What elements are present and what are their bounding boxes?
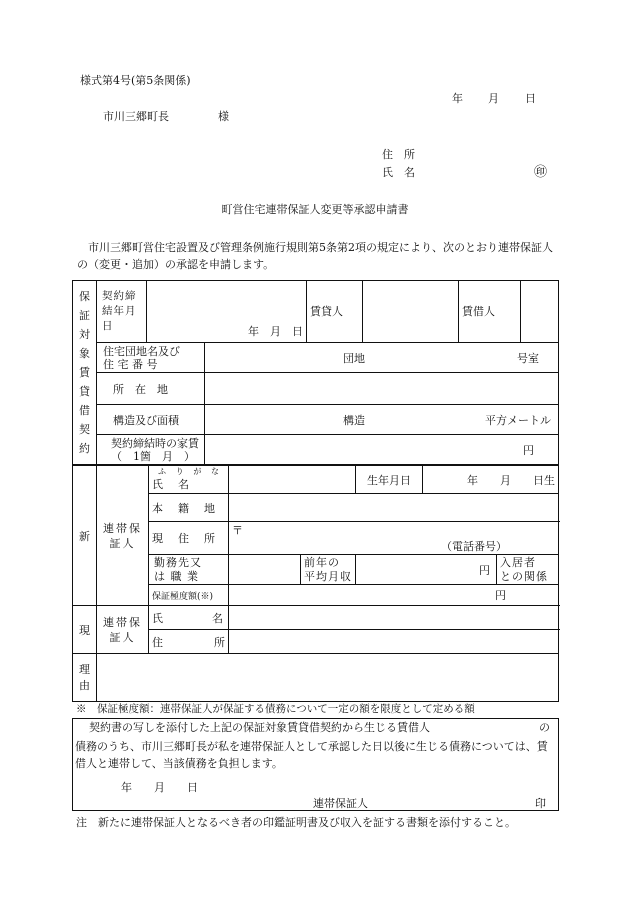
current-name-label [149,606,229,630]
rent-label-line1: 契約締結時の家賃 [111,436,199,450]
intro-paragraph [77,239,555,273]
form-number: 様式第4号(第5条関係) [80,74,191,87]
intro-text: 市川三郷町営住宅設置及び管理条例施行規則第5条第2項の規定により、次のとおり連帯保証人の（変更・追加）の承認を申請します。 [77,241,553,271]
contract-date-label: 契約締結年月日 [97,281,147,343]
lessor-value[interactable] [363,281,459,343]
reason-value[interactable] [97,654,559,702]
addressee: 市川三郷町長 [103,110,169,123]
work-label-line1: 勤務先又 [154,555,202,569]
danchi-label: 団地 [343,351,365,365]
rent-label [97,435,205,465]
pledge-line1-b: の [539,721,550,734]
pledge-line2: 債務のうち、市川三郷町長が私を連帯保証人として承認した日以後に生じる債務については、賃借人と連帯して、当該債務を負担します。 [75,740,548,770]
contract-section-label: 保証対象賃貸借契約 [73,281,97,465]
birth-value[interactable]: 年 月 日生 [423,466,559,494]
work-label-line2: は 職 業 [154,569,199,583]
structure-label: 構造及び面積 [97,405,205,435]
goshitsu-label: 号室 [517,351,539,365]
applicant-name-label: 氏 名 [382,166,415,179]
current-label: 現 [73,606,97,654]
rent-value[interactable] [205,435,559,465]
rent-label-line2: （ 1箇 月 ） [111,449,195,463]
page-title: 町営住宅連帯保証人変更等承認申請書 [221,203,409,216]
housing-label [97,343,205,373]
date-day: 日 [525,92,536,105]
pledge-box [72,718,559,811]
contract-date-value[interactable]: 年 月 日 [147,281,307,343]
current-address-value[interactable] [229,630,559,654]
current-address-text: 住 所 [152,635,225,649]
housing-label-line1: 住宅団地名及び [103,344,180,358]
date-year: 年 [452,92,463,105]
income-label [301,555,356,585]
new-guarantor-label: 連帯保証人 [97,466,149,606]
footer-note: 注 新たに連帯保証人となるべき者の印鑑証明書及び収入を証する書類を添付すること。 [76,816,516,829]
kozo-label: 構造 [343,413,365,427]
new-name-label [149,466,229,494]
pledge-line1-a: 契約書の写しを添付した上記の保証対象賃貸借契約から生じる賃借人 [89,721,430,734]
current-name-value[interactable] [229,606,559,630]
applicant-address-label: 住 所 [382,148,415,161]
relation-label-line1: 入居者 [500,555,536,569]
work-label [149,555,229,585]
postal-mark: 〒 [232,524,243,537]
lessee-label: 賃借人 [459,281,521,343]
address-label: 現 住 所 [149,522,229,555]
reason-label: 理由 [73,654,97,702]
limit-value[interactable] [229,585,559,606]
income-label-line2: 平均月収 [304,569,352,583]
housing-value[interactable] [205,343,559,373]
current-guarantor-label: 連帯保証人 [97,606,149,654]
limit-label: 保証極度額(※) [149,585,229,606]
lessee-value[interactable] [521,281,559,343]
structure-value[interactable] [205,405,559,435]
income-unit: 円 [479,563,490,577]
current-name-text: 氏 名 [152,611,225,625]
work-value[interactable] [229,555,301,585]
current-address-label [149,630,229,654]
name-label: 氏 名 [152,478,191,491]
sama: 様 [218,110,229,123]
new-label: 新 [73,466,97,606]
guarantor-table [72,465,559,702]
relation-label-line2: との関係 [500,569,548,583]
income-value[interactable] [356,555,497,585]
limit-unit: 円 [495,589,507,602]
honseki-value[interactable] [229,494,559,522]
limit-note: ※ 保証極度額：連帯保証人が保証する債務について一定の額を限度として定める額 [76,703,475,715]
birth-label: 生年月日 [356,466,423,494]
rent-yen-label: 円 [523,443,534,457]
pledge-date: 年 月 日 [121,781,198,794]
housing-label-line2: 住 宅 番 号 [103,357,158,371]
relation-label [497,555,559,585]
sqm-label: 平方メートル [485,413,551,427]
location-label: 所 在 地 [97,373,205,405]
lessor-label: 賃貸人 [307,281,363,343]
income-label-line1: 前年の [304,555,340,569]
location-value[interactable] [205,373,559,405]
new-name-value[interactable] [229,466,356,494]
contract-table [72,280,559,465]
phone-label: （電話番号） [441,540,508,553]
date-month: 月 [488,92,499,105]
honseki-label: 本 籍 地 [149,494,229,522]
pledge-seal: 印 [535,797,546,810]
applicant-seal: ㊞ [534,165,548,180]
pledge-signer: 連帯保証人 [313,797,368,810]
furigana-label: ふりがな [158,467,219,476]
address-value[interactable] [229,522,559,555]
